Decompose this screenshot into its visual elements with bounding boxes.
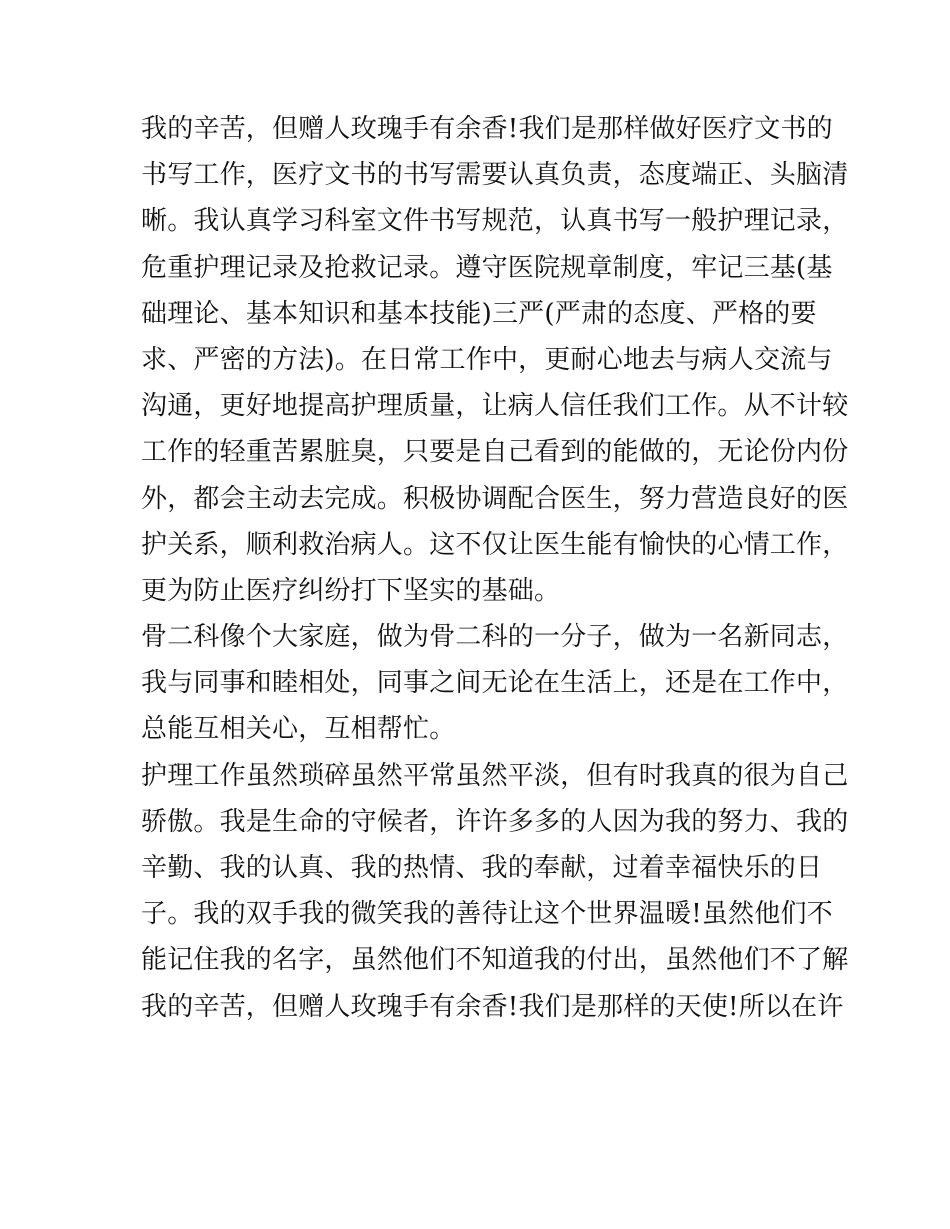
text-line: 更为防止医疗纠纷打下坚实的基础。: [141, 575, 561, 606]
text-line: 我的辛苦，但赠人玫瑰手有余香!我们是那样的天使!所以在许: [141, 991, 844, 1022]
text-line: 础理论、基本知识和基本技能)三严(严肃的态度、严格的要: [141, 298, 817, 329]
text-line: 骄傲。我是生命的守候者，许许多多的人因为我的努力、我的: [141, 806, 849, 837]
text-line: 外，都会主动去完成。积极协调配合医生，努力营造良好的医: [141, 483, 849, 514]
text-line: 求、严密的方法)。在日常工作中，更耐心地去与病人交流与: [141, 344, 833, 375]
text-line: 能记住我的名字，虽然他们不知道我的付出，虽然他们不了解: [141, 945, 849, 976]
text-line: 危重护理记录及抢救记录。遵守医院规章制度，牢记三基(基: [141, 252, 833, 283]
text-line: 沟通，更好地提高护理质量，让病人信任我们工作。从不计较: [141, 391, 849, 422]
text-line: 辛勤、我的认真、我的热情、我的奉献，过着幸福快乐的日: [141, 853, 823, 883]
text-line: 我的辛苦，但赠人玫瑰手有余香!我们是那样做好医疗文书的: [141, 114, 833, 144]
text-line: 书写工作，医疗文书的书写需要认真负责，态度端正、头脑清: [141, 160, 849, 191]
text-line: 护理工作虽然琐碎虽然平常虽然平淡，但有时我真的很为自己: [141, 760, 849, 791]
text-line: 骨二科像个大家庭，做为骨二科的一分子，做为一名新同志，: [141, 622, 849, 653]
text-line: 工作的轻重苦累脏臭，只要是自己看到的能做的，无论份内份: [141, 437, 849, 468]
text-line: 子。我的双手我的微笑我的善待让这个世界温暖!虽然他们不: [141, 899, 833, 930]
text-line: 我与同事和睦相处，同事之间无论在生活上，还是在工作中，: [141, 668, 849, 699]
text-line: 晰。我认真学习科室文件书写规范，认真书写一般护理记录，: [141, 206, 849, 237]
text-line: 总能互相关心，互相帮忙。: [141, 714, 456, 745]
text-line: 护关系，顺利救治病人。这不仅让医生能有愉快的心情工作，: [141, 529, 849, 560]
body-text: [141, 106, 849, 1030]
